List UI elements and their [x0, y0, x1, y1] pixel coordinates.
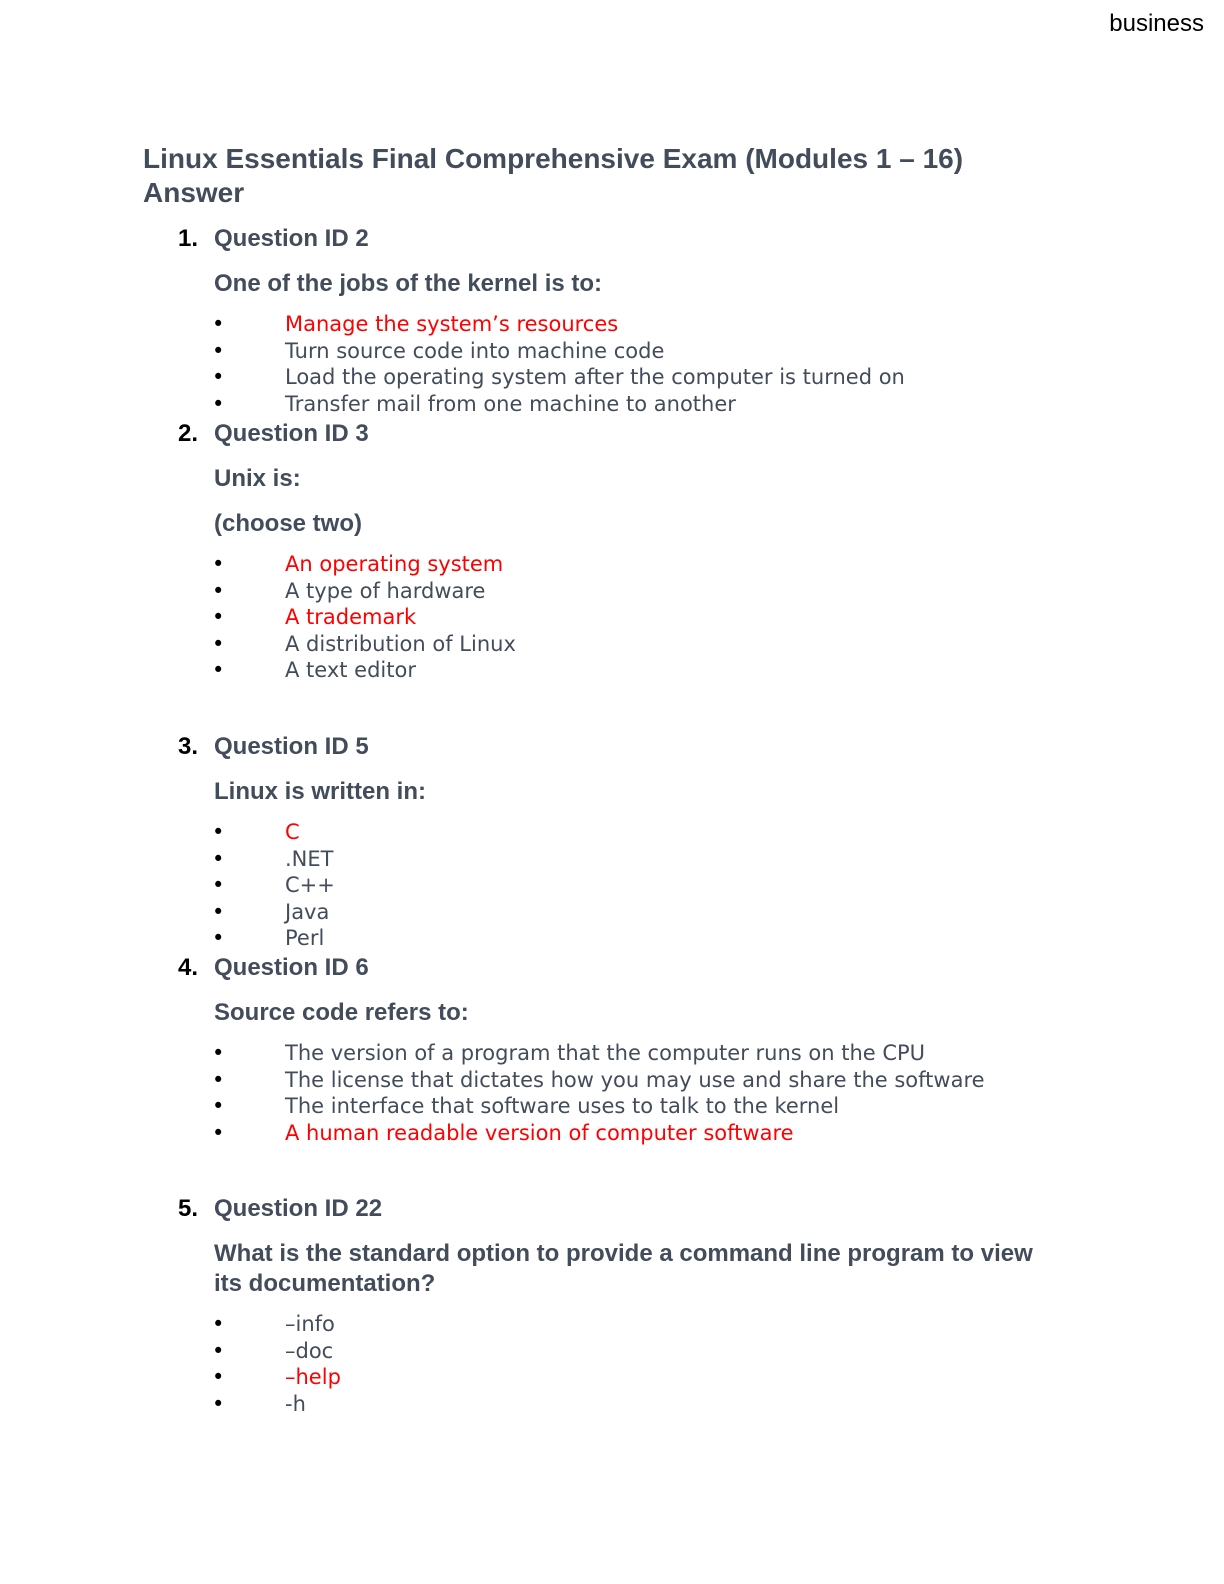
option-text: –help	[285, 1365, 341, 1390]
answer-option	[212, 391, 1062, 418]
question-text: One of the jobs of the kernel is to:	[214, 270, 603, 297]
question-number: 4.	[178, 954, 199, 981]
option-text: C++	[285, 873, 335, 898]
answer-option	[212, 338, 1062, 365]
question-text: Source code refers to:	[214, 999, 469, 1026]
answer-option	[212, 899, 1062, 926]
option-text: The interface that software uses to talk to the kernel	[285, 1094, 840, 1119]
question-id: Question ID 5	[214, 733, 369, 760]
bullet-icon: •	[212, 926, 225, 951]
option-text: The license that dictates how you may use and share the software	[285, 1067, 985, 1092]
answer-option	[212, 872, 1062, 899]
answer-option-correct	[212, 551, 1062, 578]
bullet-icon: •	[212, 1094, 225, 1119]
question-id: Question ID 2	[214, 225, 369, 252]
question-number: 2.	[178, 420, 199, 447]
bullet-icon: •	[212, 1391, 225, 1416]
answer-option	[212, 657, 1062, 684]
bullet-icon: •	[212, 605, 225, 630]
option-text: A type of hardware	[285, 578, 486, 603]
header-tag: business	[1109, 10, 1204, 37]
question-number: 3.	[178, 733, 199, 760]
option-text: A trademark	[285, 605, 417, 630]
option-text: .NET	[285, 846, 334, 871]
answer-option	[212, 1311, 1062, 1338]
answer-option-correct	[212, 311, 1062, 338]
answer-option	[212, 846, 1062, 873]
option-text: C	[285, 820, 300, 844]
answer-option	[212, 1040, 1062, 1067]
bullet-icon: •	[212, 899, 225, 924]
answer-options	[212, 1311, 1062, 1417]
bullet-icon: •	[212, 1338, 225, 1363]
answer-option	[212, 925, 1062, 952]
bullet-icon: •	[212, 631, 225, 656]
answer-option-correct	[212, 1120, 1062, 1147]
option-text: A distribution of Linux	[285, 631, 516, 656]
answer-option	[212, 1067, 1062, 1094]
option-text: The version of a program that the computer runs on the CPU	[285, 1041, 926, 1065]
answer-option-correct	[212, 1364, 1062, 1391]
option-text: Manage the system’s resources	[285, 312, 619, 336]
answer-option	[212, 364, 1062, 391]
question-text: Linux is written in:	[214, 778, 427, 805]
answer-option	[212, 1093, 1062, 1120]
answer-option	[212, 1338, 1062, 1365]
bullet-icon: •	[212, 578, 225, 603]
bullet-icon: •	[212, 365, 225, 390]
bullet-icon: •	[212, 338, 225, 363]
question-text: What is the standard option to provide a command line program to view its documentation?	[214, 1240, 1033, 1297]
option-text: –doc	[285, 1338, 334, 1363]
answer-option	[212, 578, 1062, 605]
bullet-icon: •	[212, 846, 225, 871]
bullet-icon: •	[212, 820, 225, 844]
bullet-icon: •	[212, 1067, 225, 1092]
answer-option-correct	[212, 604, 1062, 631]
option-text: –info	[285, 1312, 335, 1336]
answer-option-correct	[212, 819, 1062, 846]
option-text: An operating system	[285, 552, 504, 576]
question-number: 5.	[178, 1195, 199, 1222]
answer-options	[212, 1040, 1062, 1146]
option-text: -h	[285, 1391, 306, 1416]
page-title: Linux Essentials Final Comprehensive Exam (Modules 1 – 16) Answer	[143, 143, 964, 208]
option-text: Java	[285, 899, 330, 924]
option-text: Turn source code into machine code	[285, 338, 665, 363]
question-id: Question ID 22	[214, 1195, 383, 1222]
option-text: Load the operating system after the computer is turned on	[285, 365, 905, 390]
answer-options	[212, 551, 1062, 684]
bullet-icon: •	[212, 391, 225, 416]
question-id: Question ID 6	[214, 954, 369, 981]
bullet-icon: •	[212, 1365, 225, 1390]
option-text: Transfer mail from one machine to another	[285, 391, 736, 416]
option-text: Perl	[285, 926, 325, 951]
bullet-icon: •	[212, 873, 225, 898]
bullet-icon: •	[212, 1312, 225, 1336]
answer-options	[212, 819, 1062, 952]
answer-options	[212, 311, 1062, 417]
question-number: 1.	[178, 225, 199, 252]
bullet-icon: •	[212, 312, 225, 336]
option-text: A human readable version of computer software	[285, 1120, 794, 1145]
bullet-icon: •	[212, 658, 225, 683]
bullet-icon: •	[212, 552, 225, 576]
question-text: Unix is:	[214, 465, 301, 492]
answer-option	[212, 631, 1062, 658]
bullet-icon: •	[212, 1120, 225, 1145]
question-id: Question ID 3	[214, 420, 369, 447]
option-text: A text editor	[285, 658, 416, 683]
bullet-icon: •	[212, 1041, 225, 1065]
answer-option	[212, 1391, 1062, 1418]
question-subtext: (choose two)	[214, 510, 362, 537]
